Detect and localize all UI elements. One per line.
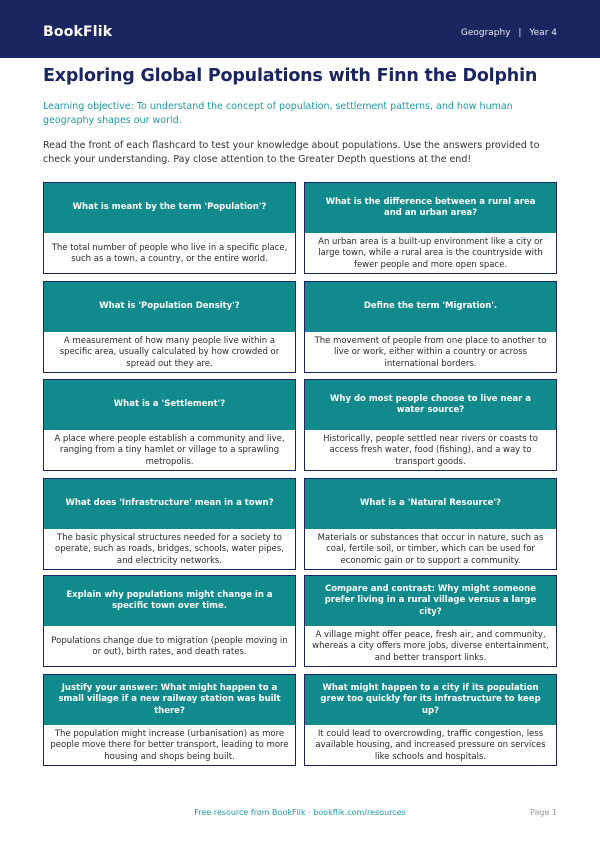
flashcard[interactable]: [304, 674, 557, 766]
flashcard[interactable]: [304, 281, 557, 373]
flashcard-question: Justify your answer: What might happen to a small village if a new railway station was built there?: [44, 675, 295, 725]
flashcard-answer: The basic physical structures needed for a society to operate, such as roads, bridges, schools, water pipes, and electricity networks.: [55, 532, 284, 566]
header-separator: |: [518, 28, 522, 38]
flashcard[interactable]: [43, 182, 296, 274]
flashcard-answer: A measurement of how many people live within a specific area, usually calculated by how crowded or spread out they are.: [59, 335, 280, 369]
flashcard-answer: A place where people establish a community and live, ranging from a tiny hamlet or village to a sprawling metropolis.: [54, 433, 285, 467]
flashcard-question: What is 'Population Density'?: [44, 282, 295, 332]
footer-resource-link[interactable]: Free resource from BookFlik · bookflik.com/resources: [194, 808, 406, 817]
flashcard-question: What is a 'Settlement'?: [44, 380, 295, 430]
page-number: Page 1: [530, 808, 557, 817]
flashcard[interactable]: [43, 281, 296, 373]
flashcard-answer: It could lead to overcrowding, traffic congestion, less available housing, and increased pressure on services like schools and hospitals.: [315, 728, 546, 762]
flashcard[interactable]: [43, 575, 296, 667]
flashcard-answer: The total number of people who live in a specific place, such as a town, a country, or the entire world.: [51, 242, 288, 264]
flashcard-question: What does 'Infrastructure' mean in a town?: [44, 479, 295, 529]
flashcard-answer: Populations change due to migration (people moving in or out), birth rates, and death rates.: [51, 635, 288, 657]
flashcard-question: Define the term 'Migration'.: [305, 282, 556, 332]
flashcard[interactable]: [43, 674, 296, 766]
flashcard-answer: Materials or substances that occur in nature, such as coal, fertile soil, or timber, which can be used for economic gain or to support a community.: [317, 532, 544, 566]
header-meta: [461, 28, 557, 38]
flashcard-answer: An urban area is a built-up environment like a city or large town, while a rural area is the countryside with fewer people and more open space.: [318, 236, 543, 270]
flashcard-answer: A village might offer peace, fresh air, and community, whereas a city offers more jobs, diverse entertainment, and better transport links.: [312, 629, 549, 663]
page-title: Exploring Global Populations with Finn the Dolphin: [43, 66, 538, 86]
flashcard[interactable]: [304, 182, 557, 274]
flashcard[interactable]: [304, 575, 557, 667]
year-label: Year 4: [529, 28, 557, 38]
flashcard-question: Explain why populations might change in a specific town over time.: [44, 576, 295, 626]
flashcard-question: What is a 'Natural Resource'?: [305, 479, 556, 529]
flashcard-answer: The population might increase (urbanisation) as more people move there for better transport, leading to more housing and shops being built.: [50, 728, 289, 762]
flashcard-question: What is the difference between a rural area and an urban area?: [305, 183, 556, 233]
intro-text: Read the front of each flashcard to test your knowledge about populations. Use the answers provided to check your understanding. Pay close attention to the Greater Depth questions at the end!: [43, 140, 540, 165]
brand-logo[interactable]: BookFlik: [43, 24, 113, 40]
flashcard-question: Compare and contrast: Why might someone prefer living in a rural village versus a large city?: [305, 576, 556, 626]
subject-label: Geography: [460, 28, 511, 38]
flashcard[interactable]: [304, 478, 557, 570]
flashcard-question: Why do most people choose to live near a water source?: [305, 380, 556, 430]
flashcard-question: What might happen to a city if its population grew too quickly for its infrastructure to keep up?: [305, 675, 556, 725]
learning-objective: Learning objective: To understand the concept of population, settlement patterns, and how human geography shapes our world.: [43, 101, 513, 126]
flashcard[interactable]: [43, 379, 296, 471]
flashcard-question: What is meant by the term 'Population'?: [44, 183, 295, 233]
flashcard-answer: The movement of people from one place to another to live or work, either within a country or across international borders.: [314, 335, 547, 369]
flashcard-answer: Historically, people settled near rivers or coasts to access fresh water, food (fishing), and a way to transport goods.: [323, 433, 538, 467]
page-header: [0, 0, 600, 58]
flashcard[interactable]: [304, 379, 557, 471]
flashcard[interactable]: [43, 478, 296, 570]
